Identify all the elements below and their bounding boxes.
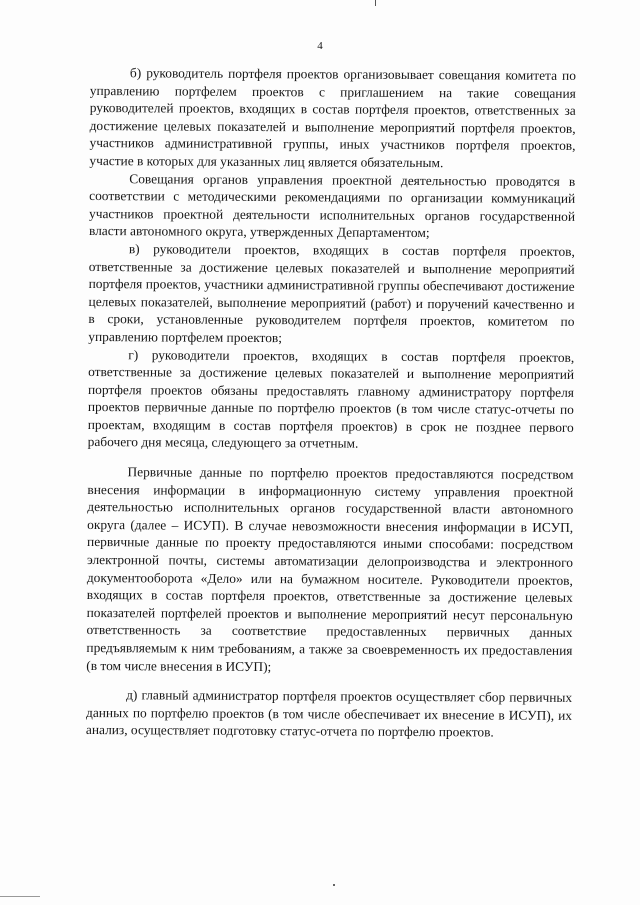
paragraph-meetings: Совещания органов управления проектной деятельностью проводятся в соответствии с методическими рекомендациями по организации коммуникаций участников проектной деятельности исполнительных органов государственной власти автономного округа, утвержденных Департаментом;: [88, 170, 576, 241]
paragraph-primary-data: Первичные данные по портфелю проектов предоставляются посредством внесения информации в информационную систему управления проектной деятельностью исполнительных органов государственной власти автономного округа (далее – ИСУП). В случае невозможности внесения информации в ИСУП, первичные данные по проекту предоставляются иными способами: посредством электронной почты, системы автоматизации делопроизводства и электронного документооборота «Дело» или на бумажном носителе. Руководители проектов, входящих в состав портфеля проектов, ответственные за достижение целевых показателей портфелей проектов и выполнение мероприятий несут персональную ответственность за соответствие предоставленных первичных данных предъявляемым к ним требованиям, а также за своевременность их предоставления (в том числе внесения в ИСУП);: [86, 464, 574, 674]
paragraph-g: г) руководители проектов, входящих в состав портфеля проектов, ответственные за достижение целевых показателей и выполнение мероприятий портфеля проектов обязаны предоставлять главному администратору портфеля проектов первичные данные по портфелю проектов (в том числе статус-отчеты по проектам, входящим в состав портфеля проектов) в срок не позднее первого рабочего дня месяца, следующего за отчетным.: [87, 346, 575, 452]
scan-speck: [333, 884, 335, 886]
paragraph-d: д) главный администратор портфеля проектов осуществляет сбор первичных данных по портфелю проектов (в том числе обеспечивает их внесение в ИСУП), их анализ, осуществляет подготовку статус-отчета по портфелю проектов.: [85, 687, 573, 740]
scan-edge-line: [0, 896, 40, 897]
scan-mark: [375, 0, 376, 6]
document-body: [86, 64, 576, 742]
paragraph-b: б) руководитель портфеля проектов организовывает совещания комитета по управлению портфелем проектов с приглашением на такие совещания руководителей проектов, входящих в состав портфеля проектов, ответственных за достижение целевых показателей и выполнение мероприятий портфеля проектов, участников административной группы, иных участников портфеля проектов, участие в которых для указанных лиц является обязательным.: [89, 65, 576, 171]
paragraph-v: в) руководители проектов, входящих в состав портфеля проектов, ответственные за достижение целевых показателей и выполнение мероприятий портфеля проектов, участники административной группы обеспечивают достижение целевых показателей, выполнение мероприятий (работ) и поручений качественно и в сроки, установленные руководителем портфеля проектов, комитетом по управлению портфелем проектов;: [88, 241, 575, 346]
page-number: 4: [317, 40, 323, 52]
